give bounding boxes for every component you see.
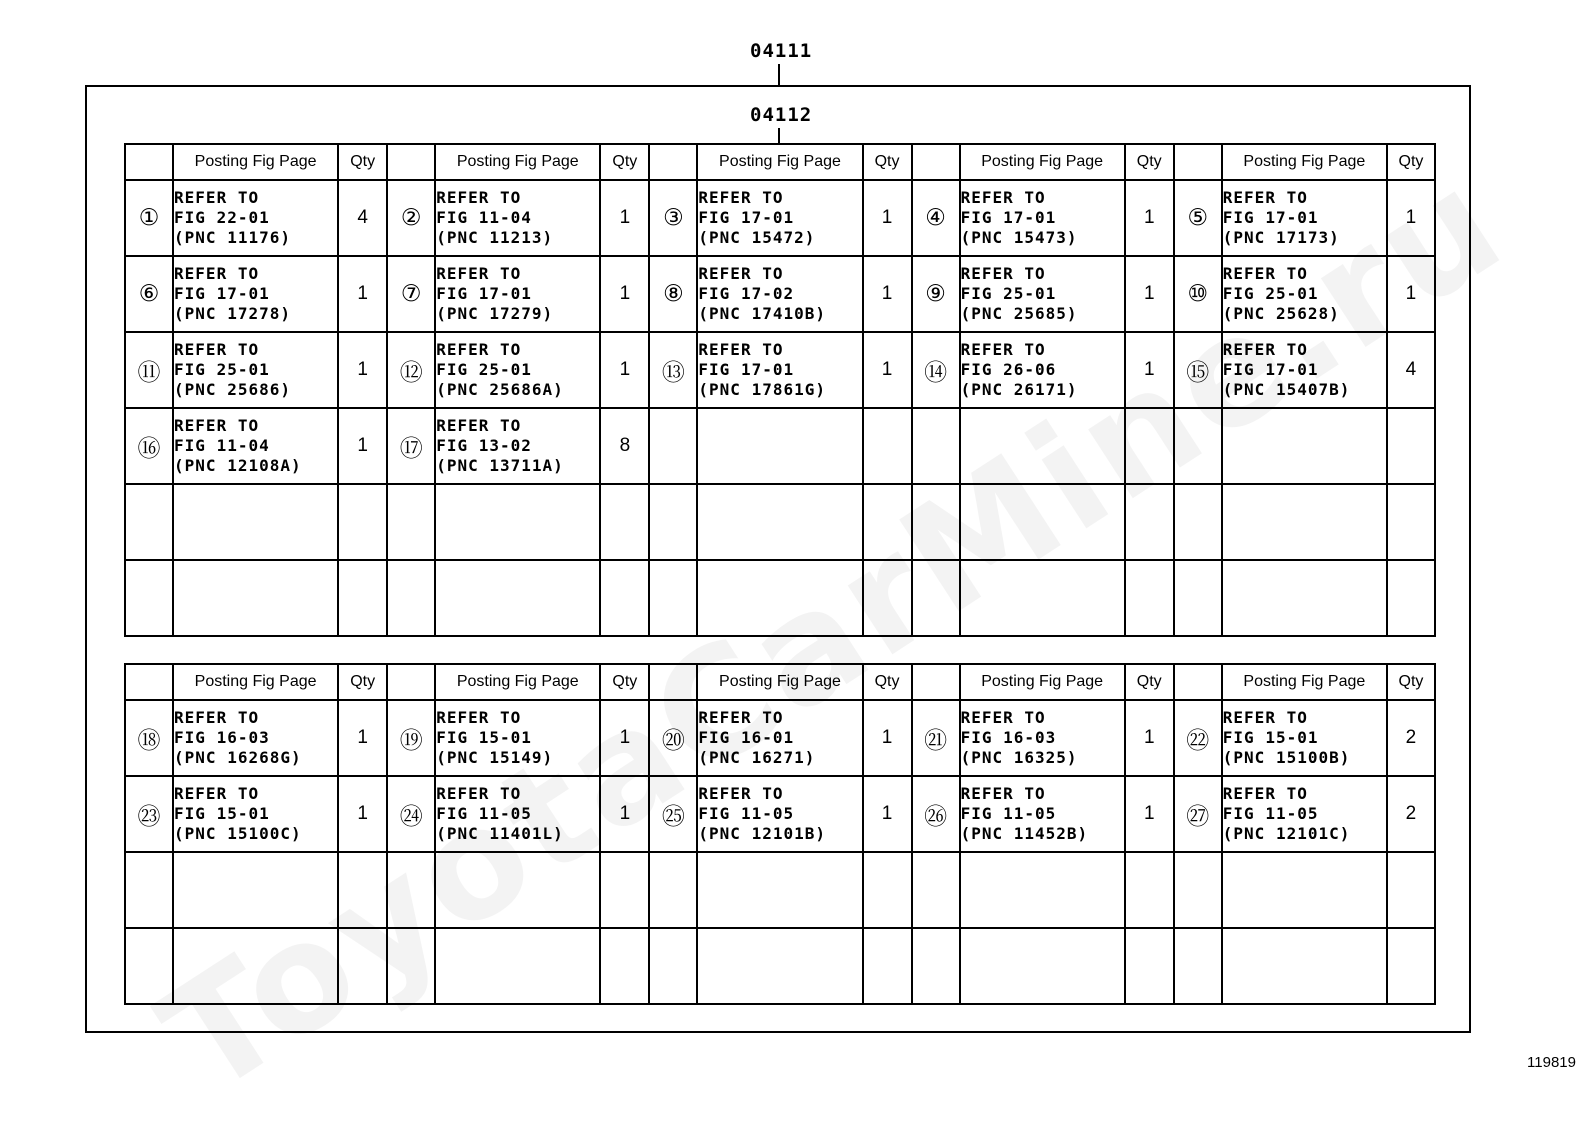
empty-cell [912, 560, 960, 636]
empty-cell [1174, 928, 1222, 1004]
qty-cell: 1 [600, 180, 649, 256]
empty-cell [435, 928, 600, 1004]
empty-cell [912, 928, 960, 1004]
empty-cell [1387, 928, 1435, 1004]
empty-cell [338, 852, 387, 928]
fig-ref: FIG 26-06 [960, 360, 1057, 379]
callout-number: ⑥ [125, 256, 173, 332]
refer-text: REFER TO [174, 708, 260, 727]
empty-cell [1125, 928, 1174, 1004]
header-num-cell [387, 664, 435, 700]
posting-fig-cell [960, 776, 1125, 852]
empty-cell [173, 852, 338, 928]
table-row [125, 776, 1435, 852]
empty-cell [338, 560, 387, 636]
refer-text: REFER TO [698, 340, 784, 359]
fig-ref: FIG 11-05 [1222, 804, 1319, 823]
empty-cell [1222, 560, 1387, 636]
refer-text: REFER TO [436, 708, 522, 727]
empty-cell [173, 560, 338, 636]
posting-fig-cell [1222, 776, 1387, 852]
pnc-ref: (PNC 15100B) [1222, 748, 1351, 767]
posting-fig-cell [1222, 332, 1387, 408]
qty-cell: 1 [338, 776, 387, 852]
refer-text: REFER TO [698, 784, 784, 803]
empty-cell [600, 484, 649, 560]
pnc-ref: (PNC 25686A) [436, 380, 564, 399]
qty-cell: 1 [338, 332, 387, 408]
empty-cell [173, 484, 338, 560]
callout-number: ㉓ [125, 776, 173, 852]
posting-fig-cell [697, 408, 862, 484]
fig-ref: FIG 17-01 [1222, 208, 1319, 227]
table-row [125, 408, 1435, 484]
posting-fig-cell [173, 408, 338, 484]
pnc-ref: (PNC 15473) [960, 228, 1078, 247]
header-qty: Qty [863, 664, 912, 700]
pnc-ref: (PNC 17410B) [698, 304, 826, 323]
empty-cell [960, 852, 1125, 928]
callout-number: ㉒ [1174, 700, 1222, 776]
header-fig: Posting Fig Page [960, 144, 1125, 180]
callout-number: ⑲ [387, 700, 435, 776]
callout-number: ④ [912, 180, 960, 256]
empty-cell [338, 484, 387, 560]
pnc-ref: (PNC 26171) [960, 380, 1078, 399]
posting-fig-cell [697, 700, 862, 776]
empty-cell [1125, 560, 1174, 636]
empty-cell [1222, 484, 1387, 560]
header-fig: Posting Fig Page [697, 144, 862, 180]
qty-cell: 1 [1125, 332, 1174, 408]
qty-cell: 8 [600, 408, 649, 484]
posting-fig-cell [1222, 408, 1387, 484]
refer-text: REFER TO [960, 188, 1046, 207]
table-row [125, 256, 1435, 332]
empty-cell [649, 484, 697, 560]
refer-text: REFER TO [960, 784, 1046, 803]
qty-cell: 1 [338, 408, 387, 484]
header-num-cell [912, 144, 960, 180]
refer-text: REFER TO [174, 784, 260, 803]
pnc-ref: (PNC 16271) [698, 748, 816, 767]
posting-fig-cell [173, 180, 338, 256]
posting-fig-cell [960, 408, 1125, 484]
callout-number: ㉕ [649, 776, 697, 852]
pnc-ref: (PNC 11401L) [436, 824, 564, 843]
pnc-ref: (PNC 15472) [698, 228, 816, 247]
pnc-ref: (PNC 13711A) [436, 456, 564, 475]
pnc-ref: (PNC 15407B) [1222, 380, 1351, 399]
header-qty: Qty [1387, 664, 1435, 700]
empty-row [125, 484, 1435, 560]
empty-cell [1387, 560, 1435, 636]
refer-text: REFER TO [960, 708, 1046, 727]
posting-fig-cell [435, 408, 600, 484]
table-row [125, 332, 1435, 408]
fig-ref: FIG 17-01 [174, 284, 270, 303]
refer-text: REFER TO [1222, 708, 1308, 727]
header-qty: Qty [338, 664, 387, 700]
header-fig: Posting Fig Page [697, 664, 862, 700]
pnc-ref: (PNC 17173) [1222, 228, 1340, 247]
callout-number: ⑭ [912, 332, 960, 408]
posting-fig-cell [435, 256, 600, 332]
qty-cell: 1 [1125, 180, 1174, 256]
qty-cell: 1 [863, 700, 912, 776]
callout-number: ㉖ [912, 776, 960, 852]
inner-group-label: 04112 [750, 104, 813, 126]
pnc-ref: (PNC 16325) [960, 748, 1078, 767]
qty-cell: 2 [1387, 700, 1435, 776]
empty-cell [600, 852, 649, 928]
empty-cell [1387, 484, 1435, 560]
empty-cell [863, 852, 912, 928]
fig-ref: FIG 15-01 [174, 804, 270, 823]
refer-text: REFER TO [436, 416, 522, 435]
fig-ref: FIG 17-01 [1222, 360, 1319, 379]
callout-number: ⑨ [912, 256, 960, 332]
empty-cell [1125, 484, 1174, 560]
refer-text: REFER TO [174, 188, 260, 207]
qty-cell: 1 [1125, 256, 1174, 332]
pnc-ref: (PNC 17279) [436, 304, 554, 323]
callout-number: ⑯ [125, 408, 173, 484]
qty-cell: 1 [600, 256, 649, 332]
empty-cell [1222, 852, 1387, 928]
empty-cell [649, 928, 697, 1004]
qty-cell: 1 [863, 256, 912, 332]
fig-ref: FIG 16-01 [698, 728, 795, 747]
empty-cell [600, 560, 649, 636]
empty-cell [863, 484, 912, 560]
refer-text: REFER TO [1222, 784, 1308, 803]
header-qty: Qty [1125, 144, 1174, 180]
callout-number: ⑩ [1174, 256, 1222, 332]
refer-text: REFER TO [436, 784, 522, 803]
header-fig: Posting Fig Page [1222, 664, 1387, 700]
callout-number: ⑫ [387, 332, 435, 408]
posting-fig-cell [1222, 180, 1387, 256]
callout-number: ⑬ [649, 332, 697, 408]
empty-cell [125, 928, 173, 1004]
posting-fig-cell [960, 180, 1125, 256]
posting-fig-cell [697, 180, 862, 256]
empty-cell [125, 852, 173, 928]
refer-text: REFER TO [698, 188, 784, 207]
posting-fig-cell [173, 776, 338, 852]
refer-text: REFER TO [174, 264, 260, 283]
empty-cell [1174, 560, 1222, 636]
refer-text: REFER TO [436, 264, 522, 283]
fig-ref: FIG 13-02 [436, 436, 532, 455]
qty-cell: 1 [600, 332, 649, 408]
posting-fig-cell [173, 256, 338, 332]
pnc-ref: (PNC 16268G) [174, 748, 302, 767]
header-num-cell [649, 144, 697, 180]
qty-cell: 1 [863, 332, 912, 408]
posting-fig-cell [697, 256, 862, 332]
pnc-ref: (PNC 12108A) [174, 456, 302, 475]
posting-fig-cell [697, 332, 862, 408]
callout-number: ② [387, 180, 435, 256]
qty-cell: 1 [338, 256, 387, 332]
fig-ref: FIG 16-03 [174, 728, 270, 747]
pnc-ref: (PNC 15100C) [174, 824, 302, 843]
empty-cell [863, 928, 912, 1004]
empty-cell [649, 560, 697, 636]
refer-text: REFER TO [698, 708, 784, 727]
callout-number: ① [125, 180, 173, 256]
outer-label-leader [778, 64, 780, 85]
refer-text: REFER TO [1222, 340, 1308, 359]
empty-cell [387, 560, 435, 636]
empty-cell [435, 852, 600, 928]
fig-ref: FIG 15-01 [436, 728, 532, 747]
table-header-row [125, 664, 1435, 700]
pnc-ref: (PNC 12101C) [1222, 824, 1351, 843]
empty-cell [912, 484, 960, 560]
header-num-cell [125, 664, 173, 700]
posting-fig-cell [697, 776, 862, 852]
posting-fig-cell [960, 256, 1125, 332]
fig-ref: FIG 11-05 [436, 804, 532, 823]
posting-fig-cell [435, 776, 600, 852]
fig-ref: FIG 17-01 [436, 284, 532, 303]
posting-fig-cell [960, 700, 1125, 776]
fig-ref: FIG 17-01 [960, 208, 1057, 227]
table-row [125, 700, 1435, 776]
callout-number: ⑳ [649, 700, 697, 776]
callout-number [1174, 408, 1222, 484]
table-row [125, 180, 1435, 256]
empty-cell [387, 484, 435, 560]
reference-table-1 [124, 143, 1436, 637]
posting-fig-cell [1222, 256, 1387, 332]
empty-cell [1222, 928, 1387, 1004]
refer-text: REFER TO [174, 416, 260, 435]
empty-cell [435, 484, 600, 560]
fig-ref: FIG 11-04 [436, 208, 532, 227]
refer-text: REFER TO [1222, 188, 1308, 207]
fig-ref: FIG 11-05 [960, 804, 1057, 823]
empty-cell [387, 928, 435, 1004]
empty-cell [697, 484, 862, 560]
refer-text: REFER TO [436, 188, 522, 207]
header-fig: Posting Fig Page [173, 144, 338, 180]
qty-cell [1387, 408, 1435, 484]
refer-text: REFER TO [698, 264, 784, 283]
qty-cell [863, 408, 912, 484]
qty-cell: 1 [338, 700, 387, 776]
pnc-ref: (PNC 25686) [174, 380, 291, 399]
header-num-cell [387, 144, 435, 180]
empty-row [125, 928, 1435, 1004]
callout-number: ⑧ [649, 256, 697, 332]
qty-cell: 1 [863, 180, 912, 256]
empty-cell [435, 560, 600, 636]
empty-cell [1174, 852, 1222, 928]
pnc-ref: (PNC 12101B) [698, 824, 826, 843]
callout-number [912, 408, 960, 484]
empty-cell [125, 484, 173, 560]
header-fig: Posting Fig Page [435, 664, 600, 700]
header-fig: Posting Fig Page [435, 144, 600, 180]
empty-cell [1387, 852, 1435, 928]
callout-number [649, 408, 697, 484]
refer-text: REFER TO [1222, 264, 1308, 283]
header-fig: Posting Fig Page [173, 664, 338, 700]
callout-number: ㉑ [912, 700, 960, 776]
header-qty: Qty [1125, 664, 1174, 700]
outer-group-label: 04111 [750, 40, 813, 62]
header-fig: Posting Fig Page [960, 664, 1125, 700]
header-num-cell [1174, 144, 1222, 180]
posting-fig-cell [173, 332, 338, 408]
qty-cell: 4 [1387, 332, 1435, 408]
empty-cell [387, 852, 435, 928]
inner-label-leader [778, 128, 780, 144]
callout-number: ⑰ [387, 408, 435, 484]
fig-ref: FIG 17-01 [698, 360, 795, 379]
header-qty: Qty [863, 144, 912, 180]
fig-ref: FIG 25-01 [960, 284, 1057, 303]
pnc-ref: (PNC 25628) [1222, 304, 1340, 323]
header-fig: Posting Fig Page [1222, 144, 1387, 180]
header-qty: Qty [1387, 144, 1435, 180]
fig-ref: FIG 17-02 [698, 284, 795, 303]
fig-ref: FIG 11-04 [174, 436, 270, 455]
pnc-ref: (PNC 25685) [960, 304, 1078, 323]
callout-number: ⑪ [125, 332, 173, 408]
refer-text: REFER TO [436, 340, 522, 359]
empty-row [125, 560, 1435, 636]
callout-number: ③ [649, 180, 697, 256]
callout-number: ⑱ [125, 700, 173, 776]
header-qty: Qty [338, 144, 387, 180]
callout-number: ⑦ [387, 256, 435, 332]
callout-number: ⑮ [1174, 332, 1222, 408]
header-qty: Qty [600, 144, 649, 180]
refer-text: REFER TO [960, 340, 1046, 359]
fig-ref: FIG 15-01 [1222, 728, 1319, 747]
empty-cell [125, 560, 173, 636]
qty-cell: 2 [1387, 776, 1435, 852]
empty-cell [697, 560, 862, 636]
empty-cell [960, 928, 1125, 1004]
pnc-ref: (PNC 11213) [436, 228, 554, 247]
empty-row [125, 852, 1435, 928]
pnc-ref: (PNC 15149) [436, 748, 554, 767]
empty-cell [1174, 484, 1222, 560]
header-num-cell [649, 664, 697, 700]
posting-fig-cell [435, 332, 600, 408]
pnc-ref: (PNC 17278) [174, 304, 291, 323]
posting-fig-cell [1222, 700, 1387, 776]
refer-text: REFER TO [960, 264, 1046, 283]
fig-ref: FIG 25-01 [174, 360, 270, 379]
empty-cell [697, 928, 862, 1004]
qty-cell: 1 [600, 700, 649, 776]
header-qty: Qty [600, 664, 649, 700]
refer-text: REFER TO [174, 340, 260, 359]
callout-number: ⑤ [1174, 180, 1222, 256]
qty-cell: 1 [863, 776, 912, 852]
empty-cell [960, 560, 1125, 636]
qty-cell: 1 [1125, 700, 1174, 776]
empty-cell [863, 560, 912, 636]
empty-cell [960, 484, 1125, 560]
header-num-cell [125, 144, 173, 180]
posting-fig-cell [435, 180, 600, 256]
fig-ref: FIG 11-05 [698, 804, 795, 823]
pnc-ref: (PNC 17861G) [698, 380, 826, 399]
posting-fig-cell [173, 700, 338, 776]
empty-cell [697, 852, 862, 928]
fig-ref: FIG 22-01 [174, 208, 270, 227]
empty-cell [649, 852, 697, 928]
posting-fig-cell [960, 332, 1125, 408]
header-num-cell [1174, 664, 1222, 700]
header-num-cell [912, 664, 960, 700]
qty-cell: 1 [1125, 776, 1174, 852]
fig-ref: FIG 25-01 [436, 360, 532, 379]
qty-cell: 1 [1387, 180, 1435, 256]
pnc-ref: (PNC 11452B) [960, 824, 1089, 843]
qty-cell: 1 [1387, 256, 1435, 332]
table-header-row [125, 144, 1435, 180]
empty-cell [173, 928, 338, 1004]
reference-table-2 [124, 663, 1436, 1005]
empty-cell [600, 928, 649, 1004]
qty-cell: 1 [600, 776, 649, 852]
qty-cell: 4 [338, 180, 387, 256]
pnc-ref: (PNC 11176) [174, 228, 291, 247]
figure-id: 119819 [1527, 1054, 1576, 1071]
posting-fig-cell [435, 700, 600, 776]
fig-ref: FIG 17-01 [698, 208, 795, 227]
fig-ref: FIG 16-03 [960, 728, 1057, 747]
callout-number: ㉔ [387, 776, 435, 852]
empty-cell [1125, 852, 1174, 928]
empty-cell [912, 852, 960, 928]
fig-ref: FIG 25-01 [1222, 284, 1319, 303]
qty-cell [1125, 408, 1174, 484]
empty-cell [338, 928, 387, 1004]
callout-number: ㉗ [1174, 776, 1222, 852]
